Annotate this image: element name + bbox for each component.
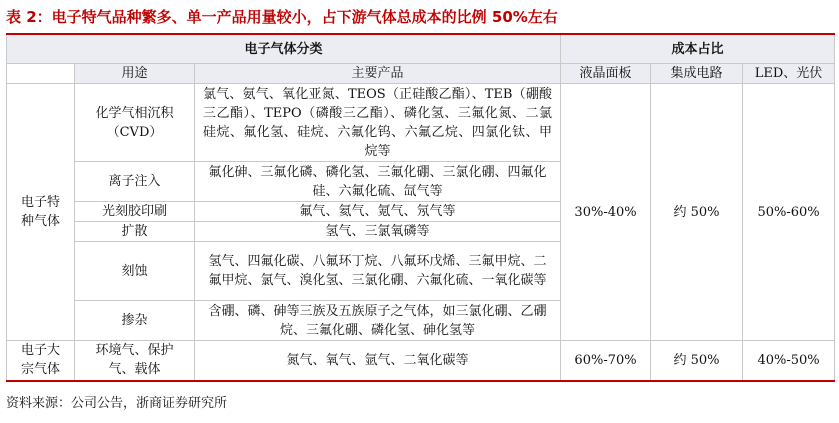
table-row <box>7 341 835 381</box>
row-products: 氯气、氨气、氧化亚氮、TEOS（正硅酸乙酯）、TEB（硼酸三乙酯）、TEPO（磷酸三乙酯）、磷化氢、三氟化氮、二氯硅烷、氟化氢、硅烷、六氟化钨、六氟乙烷、四氯化钛、甲烷等 <box>195 84 561 162</box>
gas-cost-table <box>6 33 835 382</box>
row-products: 氢气、三氯氧磷等 <box>195 222 561 242</box>
special-ic-value: 约 50% <box>651 84 743 341</box>
row-products: 氟气、氦气、氪气、氖气等 <box>195 202 561 222</box>
row-use: 掺杂 <box>75 301 195 341</box>
row-use: 化学气相沉积（CVD） <box>75 84 195 162</box>
header-cost-share: 成本占比 <box>561 34 835 64</box>
bulk-lcd-value: 60%-70% <box>561 341 651 381</box>
row-use: 扩散 <box>75 222 195 242</box>
subheader-use: 用途 <box>75 64 195 84</box>
row-use: 刻蚀 <box>75 242 195 301</box>
bulk-led-value: 40%-50% <box>743 341 835 381</box>
row-products: 含硼、磷、砷等三族及五族原子之气体，如三氯化硼、乙硼烷、三氟化硼、磷化氢、砷化氢等 <box>195 301 561 341</box>
subheader-ic: 集成电路 <box>651 64 743 84</box>
bulk-ic-value: 约 50% <box>651 341 743 381</box>
special-lcd-value: 30%-40% <box>561 84 651 341</box>
row-use: 离子注入 <box>75 162 195 202</box>
group-special-gas: 电子特种气体 <box>7 84 75 341</box>
subheader-led: LED、光伏 <box>743 64 835 84</box>
table-row <box>7 84 835 162</box>
row-use: 环境气、保护气、载体 <box>75 341 195 381</box>
row-products: 氢气、四氟化碳、八氟环丁烷、八氟环戊烯、三氟甲烷、二氟甲烷、氯气、溴化氢、三氯化硼、六氟化硫、一氧化碳等 <box>195 242 561 301</box>
header-gas-classification: 电子气体分类 <box>7 34 561 64</box>
source-note: 资料来源：公司公告，浙商证券研究所 <box>6 396 228 411</box>
special-led-value: 50%-60% <box>743 84 835 341</box>
table-title: 表 2：电子特气品种繁多、单一产品用量较小，占下游气体总成本的比例 50%左右 <box>6 8 558 26</box>
subheader-products: 主要产品 <box>195 64 561 84</box>
row-products: 氟化砷、三氟化磷、磷化氢、三氟化硼、三氯化硼、四氟化硅、六氟化硫、氙气等 <box>195 162 561 202</box>
row-products: 氮气、氧气、氩气、二氧化碳等 <box>195 341 561 381</box>
group-bulk-gas: 电子大宗气体 <box>7 341 75 381</box>
blank-corner-cell <box>7 64 75 84</box>
subheader-lcd: 液晶面板 <box>561 64 651 84</box>
row-use: 光刻胶印刷 <box>75 202 195 222</box>
